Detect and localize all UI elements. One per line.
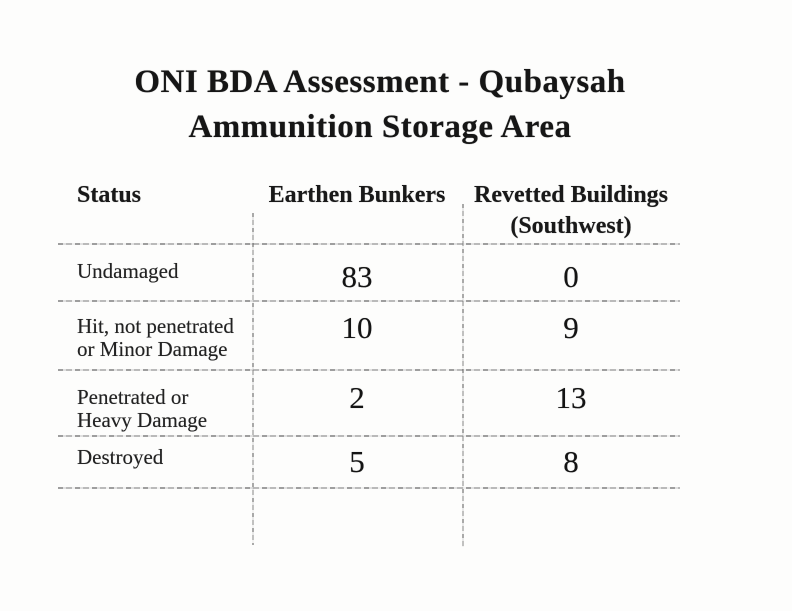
table-rule-header-bottom xyxy=(58,243,680,245)
table-rule-row-2-bottom xyxy=(58,369,680,371)
row-label-line: or Minor Damage xyxy=(77,337,228,361)
column-header-status: Status xyxy=(77,182,142,208)
column-header-revetted-line-1: Revetted Buildings xyxy=(473,182,668,208)
row-label-line: Heavy Damage xyxy=(77,408,208,432)
table-rule-row-3-bottom xyxy=(58,435,680,437)
table-rule-column-divider-2 xyxy=(462,204,464,547)
row-label-penetrated-heavy-damage xyxy=(77,386,257,432)
table-rule-row-1-bottom xyxy=(58,300,680,302)
cell-destroyed-revetted-buildings: 8 xyxy=(563,444,579,479)
row-label-destroyed xyxy=(77,446,257,469)
page-title-line-1: ONI BDA Assessment - Qubaysah xyxy=(134,64,626,100)
column-header-revetted-line-2: (Southwest) xyxy=(510,213,632,239)
page-title-line-2: Ammunition Storage Area xyxy=(188,109,572,145)
column-header-revetted-buildings xyxy=(462,180,680,242)
row-label-line: Penetrated or xyxy=(77,385,189,409)
row-label-line: Hit, not penetrated xyxy=(77,314,234,338)
row-label-hit-not-penetrated xyxy=(77,315,257,361)
column-header-earthen-bunkers: Earthen Bunkers xyxy=(268,182,446,208)
cell-hit-revetted-buildings: 9 xyxy=(563,310,579,345)
table-rule-row-4-bottom xyxy=(58,487,680,489)
cell-undamaged-revetted-buildings: 0 xyxy=(563,259,579,294)
page-title xyxy=(0,60,760,150)
cell-penetrated-revetted-buildings: 13 xyxy=(555,380,587,415)
cell-hit-earthen-bunkers: 10 xyxy=(341,310,373,345)
row-label-undamaged xyxy=(77,260,257,283)
cell-destroyed-earthen-bunkers: 5 xyxy=(349,444,365,479)
cell-undamaged-earthen-bunkers: 83 xyxy=(341,259,373,294)
row-label-line: Undamaged xyxy=(77,259,179,283)
cell-penetrated-earthen-bunkers: 2 xyxy=(349,380,365,415)
row-label-line: Destroyed xyxy=(77,445,164,469)
